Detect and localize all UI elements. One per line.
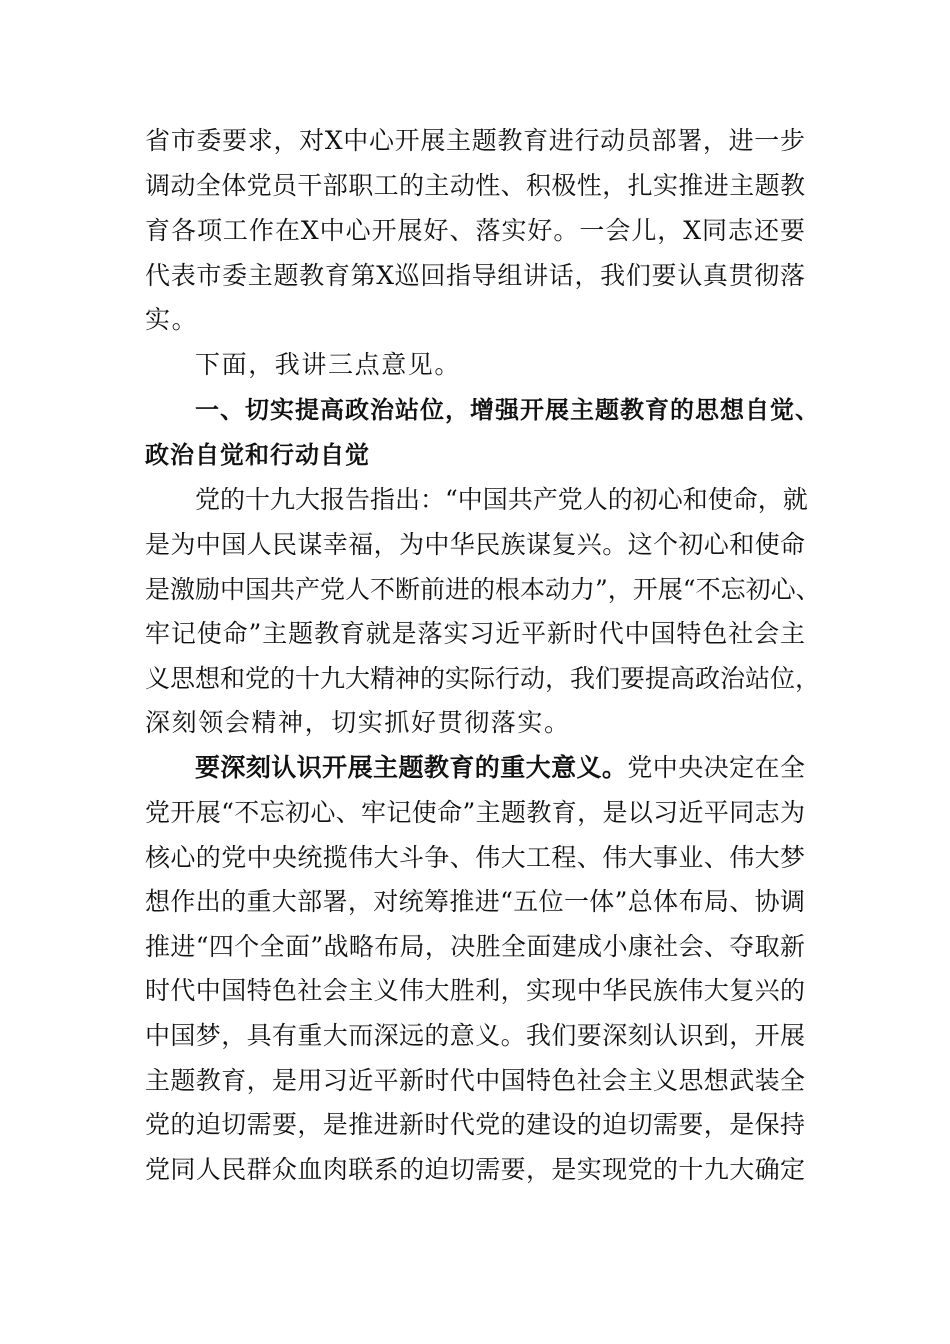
section-heading-line: 一、切实提高政治站位，增强开展主题教育的思想自觉、 xyxy=(195,396,820,424)
body-text-line: 是为中国人民谋幸福，为中华民族谋复兴。这个初心和使命 xyxy=(145,530,805,559)
body-text-line: 牢记使命”主题教育就是落实习近平新时代中国特色社会主 xyxy=(145,619,805,648)
body-text-line: 省市委要求，对X中心开展主题教育进行动员部署，进一步 xyxy=(145,126,805,155)
body-text-line: 实。 xyxy=(145,305,199,334)
body-text-line: 党的迫切需要，是推进新时代党的建设的迫切需要，是保持 xyxy=(145,1110,805,1139)
body-text-line: 党开展“不忘初心、牢记使命”主题教育，是以习近平同志为 xyxy=(145,798,805,827)
body-text-line: 是激励中国共产党人不断前进的根本动力”，开展“不忘初心、 xyxy=(145,575,821,604)
lead-sentence: 要深刻认识开展主题教育的重大意义。 xyxy=(195,753,628,782)
body-text-line: 中国梦，具有重大而深远的意义。我们要深刻认识到，开展 xyxy=(145,1021,805,1050)
body-text-line: 义思想和党的十九大精神的实际行动，我们要提高政治站位， xyxy=(145,664,821,693)
section-heading-line: 政治自觉和行动自觉 xyxy=(145,441,370,469)
body-text-line: 代表市委主题教育第X巡回指导组讲话，我们要认真贯彻落 xyxy=(145,261,805,290)
body-text-line: 时代中国特色社会主义伟大胜利，实现中华民族伟大复兴的 xyxy=(145,976,805,1005)
body-text-line: 深刻领会精神，切实抓好贯彻落实。 xyxy=(145,708,571,737)
body-text-line: 下面，我讲三点意见。 xyxy=(195,350,462,379)
body-text-line: 主题教育，是用习近平新时代中国特色社会主义思想武装全 xyxy=(145,1066,805,1095)
body-text-line: 调动全体党员干部职工的主动性、积极性，扎实推进主题教 xyxy=(145,171,805,200)
body-text-fragment: 党中央决定在全 xyxy=(627,753,805,782)
body-text-line: 推进“四个全面”战略布局，决胜全面建成小康社会、夺取新 xyxy=(145,932,805,961)
body-text-line: 想作出的重大部署，对统筹推进“五位一体”总体布局、协调 xyxy=(145,887,805,916)
body-text-line: 育各项工作在X中心开展好、落实好。一会儿，X同志还要 xyxy=(145,216,805,245)
body-text-line: 党的十九大报告指出：“中国共产党人的初心和使命，就 xyxy=(195,485,808,514)
body-text-line xyxy=(195,746,805,790)
body-text-line: 核心的党中央统揽伟大斗争、伟大工程、伟大事业、伟大梦 xyxy=(145,843,805,872)
body-text-line: 党同人民群众血肉联系的迫切需要，是实现党的十九大确定 xyxy=(145,1155,805,1184)
